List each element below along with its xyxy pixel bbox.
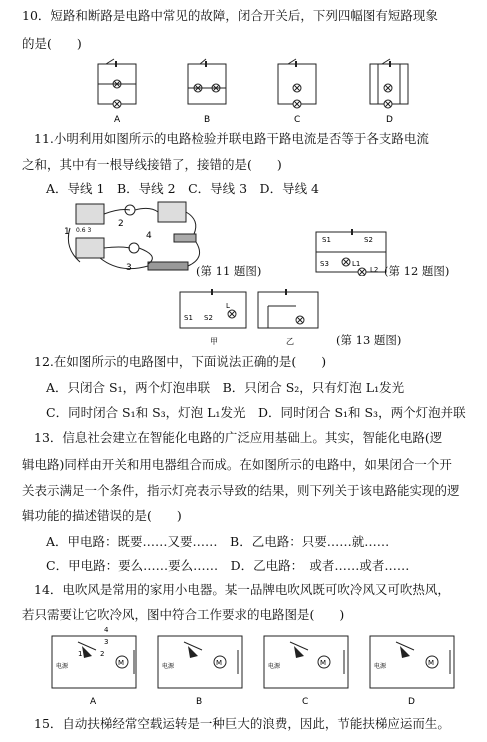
q13-line4: 辑功能的描述错误的是( ) xyxy=(22,508,182,523)
q14-motor-d: M xyxy=(428,659,435,667)
q15-line1: 15．自动扶梯经常空载运转是一种巨大的浪费，因此，节能扶梯应运而生。 xyxy=(34,716,450,731)
q14-terminal-2: 2 xyxy=(100,650,105,658)
q14-figure-row xyxy=(48,622,468,711)
q10-label-d: D xyxy=(386,115,393,125)
q13-options-cd: C．甲电路：要么……要么…… D．乙电路： 或者……或者…… xyxy=(46,558,410,573)
q13-line3: 关表示满足一个条件，指示灯亮表示导致的结果，则下列关于该电路能实现的逻 xyxy=(22,483,460,498)
q12-options-ab: A．只闭合 S₁，两个灯泡串联 B．只闭合 S₂，只有灯泡 L₁发光 xyxy=(46,380,405,395)
q12-options-cd: C．同时闭合 S₁和 S₃，灯泡 L₁发光 D．同时闭合 S₁和 S₃，两个灯泡并联 xyxy=(46,405,466,420)
q14-source-d: 电源 xyxy=(374,663,387,670)
q12-l1: L1 xyxy=(352,260,361,268)
q11-wire-3: 3 xyxy=(126,263,132,273)
q13-s2: S2 xyxy=(204,314,213,322)
q10-label-c: C xyxy=(294,115,301,125)
q12-s1: S1 xyxy=(322,236,331,244)
q12-figure xyxy=(312,228,392,279)
q13-line2: 辑电路)同样由开关和用电器组合而成。在如图所示的电路中，如果闭合一个开 xyxy=(22,457,452,472)
q13-figure xyxy=(176,286,336,351)
q14-label-d: D xyxy=(408,697,415,707)
q14-label-c: C xyxy=(302,697,309,707)
q12-stem: 12.在如图所示的电路图中，下面说法正确的是( ) xyxy=(34,354,327,369)
q14-source-c: 电源 xyxy=(268,663,281,670)
q11-options: A．导线 1 B．导线 2 C．导线 3 D．导线 4 xyxy=(46,181,320,196)
q11-line2: 之和，其中有一根导线接错了，接错的是( ) xyxy=(22,157,282,172)
q13-options-ab: A．甲电路：既要……又要…… B．乙电路：只要……就…… xyxy=(46,534,390,549)
q14-source-b: 电源 xyxy=(162,663,175,670)
q10-circuit-diagrams xyxy=(92,58,422,128)
q13-circuit-jia: 甲 xyxy=(210,337,218,346)
q14-label-b: B xyxy=(196,697,203,707)
q14-source-a: 电源 xyxy=(56,663,69,670)
q14-line2: 若只需要让它吹冷风，图中符合工作要求的电路图是( ) xyxy=(22,607,345,622)
q11-wire-2: 2 xyxy=(118,219,124,229)
q10-label-b: B xyxy=(204,115,211,125)
q13-s1: S1 xyxy=(184,314,193,322)
q14-terminal-4: 4 xyxy=(104,626,109,634)
q11-caption: (第 11 题图) xyxy=(196,264,262,278)
q12-s2: S2 xyxy=(364,236,373,244)
q12-caption: (第 12 题图) xyxy=(384,264,450,278)
q13-caption: (第 13 题图) xyxy=(336,333,402,347)
q11-wire-1: 1 xyxy=(64,227,70,237)
q14-terminal-3: 3 xyxy=(104,638,109,646)
q10-line2: 的是( ) xyxy=(22,36,82,51)
q12-circuit xyxy=(312,228,392,276)
q14-circuit-diagrams xyxy=(48,622,468,708)
q13-lamp: L xyxy=(226,302,230,310)
q14-motor-c: M xyxy=(320,659,327,667)
q14-label-a: A xyxy=(90,697,97,707)
q13-circuit-yi: 乙 xyxy=(286,337,294,346)
q10-figure-row xyxy=(92,58,422,131)
q14-line1: 14．电吹风是常用的家用小电器。某一品牌电吹风既可吹冷风又可吹热风， xyxy=(34,582,450,597)
q10-line1: 10．短路和断路是电路中常见的故障，闭合开关后，下列四幅图有短路现象 xyxy=(22,8,438,23)
q14-motor-b: M xyxy=(216,659,223,667)
q14-motor-a: M xyxy=(118,659,125,667)
q12-s3: S3 xyxy=(320,260,329,268)
q13-circuits xyxy=(176,286,336,348)
q10-label-a: A xyxy=(114,115,121,125)
q14-terminal-1: 1 xyxy=(78,650,83,658)
q11-line1: 11.小明利用如图所示的电路检验并联电路干路电流是否等于各支路电流 xyxy=(34,131,429,146)
q12-l2: L2 xyxy=(370,266,379,274)
q11-wire-4: 4 xyxy=(146,231,152,241)
q11-meter-range: 0.6 3 xyxy=(76,227,92,234)
q13-line1: 13．信息社会建立在智能化电路的广泛应用基础上。其实，智能化电路(逻 xyxy=(34,430,443,445)
